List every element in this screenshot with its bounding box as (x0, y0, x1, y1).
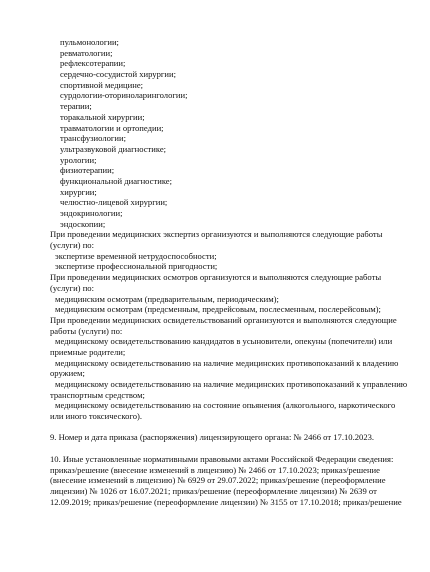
text-line: терапии; (60, 101, 92, 112)
text-line: медицинскому освидетельствованию на состояние опьянения (алкогольного, наркотического (55, 400, 396, 411)
text-line: ревматологии; (60, 47, 113, 58)
section-10-line: (внесение изменений в лицензию) № 6929 от 29.07.2022; приказ/решение (переоформление (50, 475, 386, 486)
text-line: оружием; (50, 368, 85, 379)
text-line: урологии; (60, 154, 97, 165)
text-line: медицинским осмотрам (предварительным, периодическим); (55, 293, 279, 304)
text-line: пульмонологии; (60, 37, 119, 47)
section-10 (0, 454, 430, 507)
spacer (0, 443, 430, 454)
text-line: трансфузиологии; (60, 133, 127, 144)
text-line: медицинскому освидетельствованию кандидатов в усыновители, опекуны (попечители) или (55, 336, 393, 347)
text-line: торакальной хирургии; (60, 111, 145, 122)
text-line: физиотерапии; (60, 165, 115, 176)
text-line: травматологии и ортопедии; (60, 122, 164, 133)
text-line: медицинскому освидетельствованию на наличие медицинских противопоказаний к владению (55, 357, 399, 368)
text-line: При проведении медицинских экспертиз организуются и выполняются следующие работы (50, 229, 383, 240)
text-line: сурдологии-оториноларингологии; (60, 90, 188, 101)
section-9: 9. Номер и дата приказа (распоряжения) лицензирующего органа: № 2466 от 17.10.2023. (50, 432, 375, 443)
text-line: челюстно-лицевой хирургии; (60, 197, 168, 208)
text-line: экспертизе временной нетрудоспособности; (55, 250, 217, 261)
text-line: (услуги) по: (50, 240, 94, 251)
text-line: экспертизе профессиональной пригодности; (55, 261, 218, 272)
spacer (0, 422, 430, 433)
text-line: При проведении медицинских осмотров организуются и выполняются следующие работы (50, 272, 382, 283)
text-line: транспортным средством; (50, 389, 145, 400)
section-10-line: 10. Иные установленные нормативными правовыми актами Российской Федерации сведения: (50, 453, 394, 464)
text-line: медицинскому освидетельствованию на наличие медицинских противопоказаний к управлению (55, 379, 408, 389)
text-line: приемные родители; (50, 346, 126, 357)
text-line: (услуги) по: (50, 282, 94, 293)
text-line: работы (услуги) по: (50, 325, 123, 336)
text-line: ультразвуковой диагностике; (60, 143, 167, 154)
text-line: эндокринологии; (60, 208, 123, 218)
text-line: спортивной медицине; (60, 79, 144, 90)
text-line: функциональной диагностике; (60, 175, 173, 186)
section-10-line: приказ/решение (внесение изменений в лицензию) № 2466 от 17.10.2023; приказ/решение (50, 464, 380, 475)
section-10-line: 12.09.2019; приказ/решение (переоформление лицензии) № 3155 от 17.10.2018; приказ/решение (50, 496, 402, 507)
text-line: медицинским осмотрам (предсменным, предрейсовым, послесменным, послерейсовым); (55, 304, 381, 315)
license-text (0, 37, 430, 507)
services-list (0, 37, 430, 422)
text-line: сердечно-сосудистой хирургии; (60, 69, 177, 80)
section-10-line: лицензии) № 1026 от 16.07.2021; приказ/решение (переоформление лицензии) № 2639 от (50, 485, 377, 496)
text-line: или иного токсического). (50, 411, 143, 422)
text-line: эндоскопии; (60, 218, 106, 229)
text-line: хирургии; (60, 186, 97, 197)
text-line: При проведении медицинских освидетельствований организуются и выполняются следующие (50, 314, 397, 325)
text-line: рефлексотерапии; (60, 58, 126, 69)
